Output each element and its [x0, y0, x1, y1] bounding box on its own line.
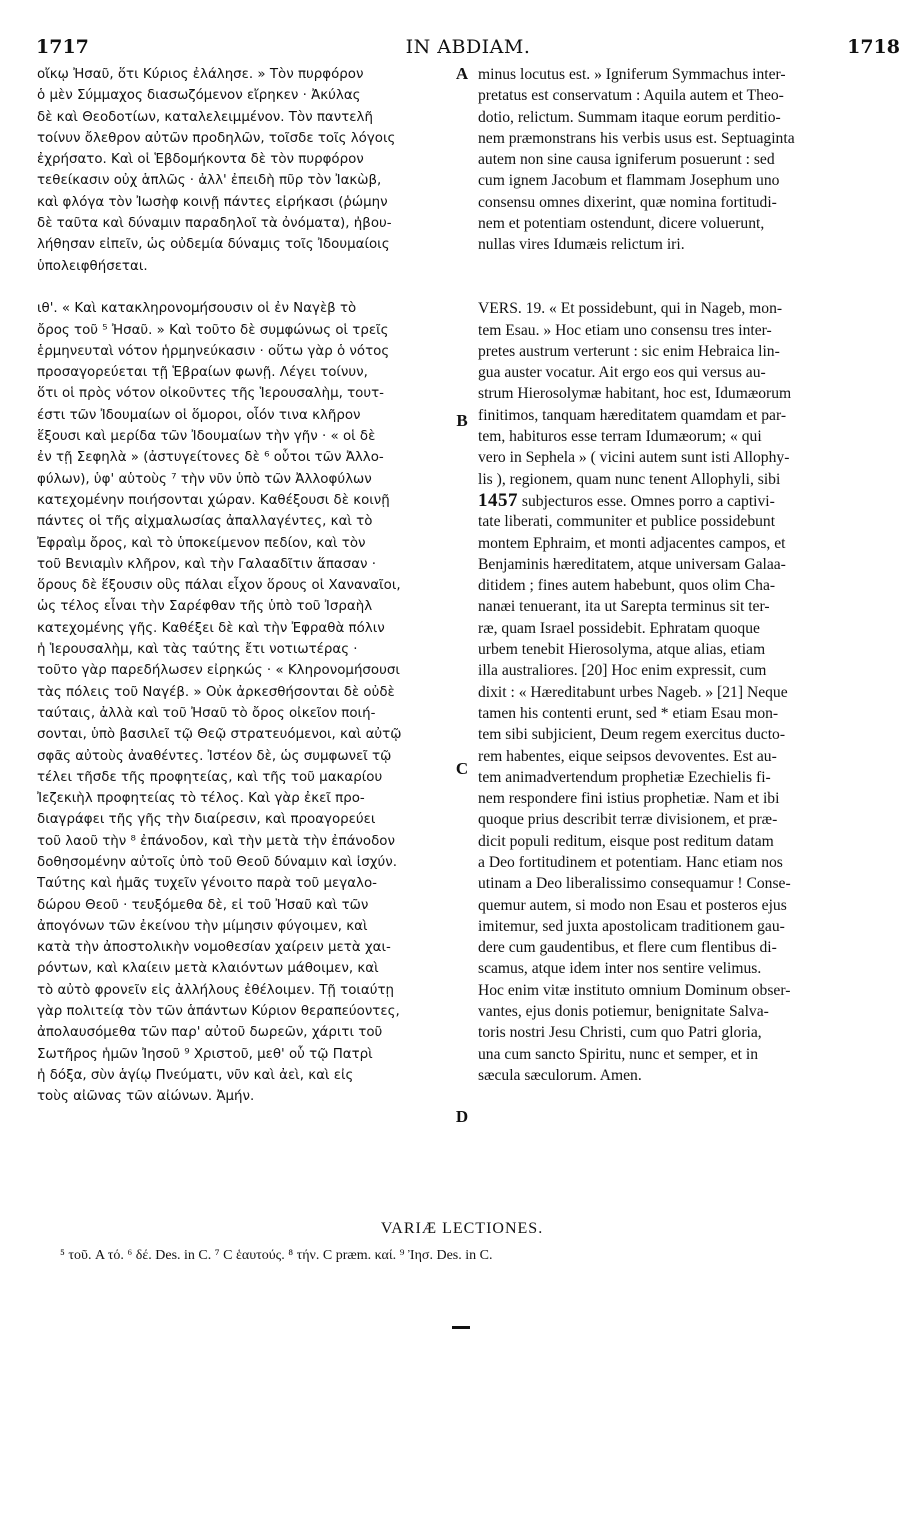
text-line: strum Hierosolymæ habitant, hoc est, Idumæorum	[478, 385, 792, 403]
text-line: σφᾶς αὐτοὺς ἀναθέντες. Ἰστέον δὲ, ὡς συμφωνεῖ τῷ	[37, 748, 392, 764]
text-line: montem Ephraim, et monti adjacentes campos, et	[478, 534, 786, 552]
text-line: τὸ αὐτὸ φρονεῖν εἰς ἀλλήλους ἐθέλοιμεν. Τῇ τοιαύτῃ	[37, 982, 395, 998]
text-line: autem non sine causa igniferum posuerunt : sed	[478, 151, 775, 169]
text-line: ὑπολειφθήσεται.	[37, 258, 148, 274]
text-line: Hoc enim vitæ instituto omnium Dominum obser-	[478, 981, 791, 999]
variae-lectiones-title: VARIÆ LECTIONES.	[380, 1220, 544, 1237]
text-line: ἕξουσι καὶ μερίδα τῶν Ἰδουμαίων τὴν γῆν · « οἱ δὲ	[37, 429, 376, 445]
column-marker-b: B	[456, 411, 468, 430]
text-line: δὲ ταῦτα καὶ δύναμιν παραδηλοῖ τὰ ὀνόματα), ἠβου-	[37, 216, 392, 232]
page-number-right: 1718	[847, 36, 900, 58]
text-line: δώρου Θεοῦ · τευξόμεθα δὲ, εἰ τοῦ Ἠσαῦ καὶ τῶν	[37, 897, 369, 913]
text-line: λήθησαν εἰπεῖν, ὡς οὐδεμία δύναμις τοῖς Ἰδουμαίοις	[37, 237, 390, 253]
text-line: ἀπολαυσόμεθα τῶν παρ' αὐτοῦ δωρεῶν, χάριτι τοῦ	[37, 1025, 383, 1041]
text-line: φύλων), ὑφ' αὑτοὺς ⁷ τὴν νῦν ὑπὸ τῶν Ἀλλοφύλων	[37, 471, 372, 487]
text-line: a Deo fortitudinem et potentiam. Hanc etiam nos	[478, 853, 783, 871]
text-line: vantes, ejus donis potiemur, benignitate Salva-	[478, 1003, 769, 1021]
text-line: ἀπογόνων τῶν ἐκείνου τὴν μίμησιν φύγοιμεν, καὶ	[37, 918, 368, 934]
end-rule	[452, 1326, 470, 1329]
text-line: gua auster vocatur. Ait ergo eos qui versus au-	[478, 364, 766, 382]
text-line: τοίνυν ὄλεθρον αὐτῶν προδηλῶν, τοῖσδε τοῖς λόγοις	[37, 130, 396, 146]
column-marker-d: D	[455, 1107, 469, 1126]
text-line: VERS. 19. « Et possidebunt, qui in Nageb, mon-	[478, 300, 783, 318]
text-line: γὰρ πολιτείᾳ τὸν τῶν ἁπάντων Κύριον θεραπεύοντες,	[37, 1004, 400, 1020]
text-line: τοῦ Βενιαμὶν κλῆρον, καὶ τὴν Γαλααδῖτιν ἅπασαν ·	[37, 556, 377, 572]
text-line: scamus, atque idem inter nos sentire velimus.	[478, 960, 762, 978]
greek-column	[37, 64, 463, 1108]
text-line: ταύταις, ἀλλὰ καὶ τοῦ Ἠσαῦ τὸ ὄρος οἰκεῖον ποιή-	[37, 705, 376, 721]
column-marker-a: A	[455, 64, 469, 83]
latin-column	[478, 64, 898, 1086]
text-line: ditidem ; fines autem habebunt, quos olim Cha-	[478, 577, 776, 595]
text-line: δοθησομένην αὐτοῖς ὑπὸ τοῦ Θεοῦ δύναμιν καὶ ἰσχύν.	[37, 854, 397, 870]
text-line: illa australiores. [20] Hoc enim expressit, cum	[478, 662, 767, 680]
text-line: finitimos, tanquam hæreditatem quamdam et par-	[478, 406, 787, 424]
text-line: dicit populi reditum, eisque post reditum datam	[478, 832, 774, 850]
text-line: tamen his contenti erunt, sed * etiam Esau mon-	[478, 704, 779, 722]
text-line: κατὰ τὴν ἀποστολικὴν νομοθεσίαν χαίρειν μετὰ χαι-	[37, 940, 391, 956]
text-line	[478, 490, 898, 511]
column-marker-c: C	[455, 759, 469, 778]
column-number: 1457	[478, 489, 518, 511]
text-line: Ἐφραὶμ ὄρος, καὶ τὸ ὑποκείμενον πεδίον, καὶ τὸν	[37, 535, 366, 551]
text-line: sæcula sæculorum. Amen.	[478, 1066, 642, 1084]
text-line: πάντες οἱ τῆς αἰχμαλωσίας ἀπαλλαγέντες, καὶ τὸ	[37, 514, 373, 530]
text-line: quemur autem, si modo non Esau et posteros ejus	[478, 896, 787, 914]
text-line: σονται, ὑπὸ βασιλεῖ τῷ Θεῷ στρατευόμενοι, καὶ αὐτῷ	[37, 727, 402, 743]
text-line: καὶ φλόγα τὸν Ἰωσὴφ κοινῇ πάντες εἰρήκασι (ῥώμην	[37, 194, 388, 210]
text-line: nanæi tenuerant, ita ut Sarepta terminus sit ter-	[478, 598, 770, 616]
text-line: τοῦτο γὰρ παρεδήλωσεν εἰρηκώς · « Κληρονομήσουσι	[37, 663, 400, 679]
text-line: κατεχομένην ποιήσονται χώραν. Καθέξουσι δὲ κοινῇ	[37, 492, 390, 508]
text-line: tem sibi subjicient, Deum regem exercitus ducto-	[478, 726, 786, 744]
text-line: cum ignem Jacobum et flammam Josephum uno	[478, 172, 780, 190]
text-line: ἡ Ἱερουσαλὴμ, καὶ τὰς ταύτης ἔτι νοτιωτέρας ·	[37, 642, 358, 658]
text-line: pretes austrum verterunt : sic enim Hebraica lin-	[478, 342, 780, 360]
text-line: pretatus est conservatum : Aquila autem et Theo-	[478, 87, 784, 105]
text-line: ὁ μὲν Σύμμαχος διασωζόμενον εἴρηκεν · Ἀκύλας	[37, 88, 361, 104]
text-line: Ταύτης καὶ ἡμᾶς τυχεῖν γένοιτο παρὰ τοῦ μεγαλο-	[37, 876, 377, 892]
text-line: consensu omnes dixerint, quæ nomina fortitudi-	[478, 193, 777, 211]
text-line: nem et potentiam ostendunt, dicere voluerunt,	[478, 215, 765, 233]
text-line: dere cum gaudentibus, et flere cum flentibus di-	[478, 939, 777, 957]
text-line: προσαγορεύεται τῇ Ἑβραίων φωνῇ. Λέγει τοίνυν,	[37, 365, 368, 381]
text-line: una cum sancto Spiritu, nunc et semper, et in	[478, 1045, 758, 1063]
text-line: τοὺς αἰῶνας τῶν αἰώνων. Ἀμήν.	[37, 1089, 255, 1105]
text-line: tem Esau. » Hoc etiam uno consensu tres inter-	[478, 321, 772, 339]
running-header	[36, 36, 900, 60]
text-line: nullas vires Idumæis relictum iri.	[478, 236, 685, 254]
text-line: ἡ δόξα, σὺν ἁγίῳ Πνεύματι, νῦν καὶ ἀεὶ, καὶ εἰς	[37, 1067, 354, 1083]
text-line: urbem tenebit Hierosolyma, atque alias, etiam	[478, 641, 766, 659]
text-line: ὡς τέλος εἶναι τὴν Σαρέφθαν τῆς ὑπὸ τοῦ Ἰσραὴλ	[37, 599, 373, 615]
text-line: τοῦ λαοῦ τὴν ⁸ ἐπάνοδον, καὶ τὴν μετὰ τὴν ἐπάνοδον	[37, 833, 395, 849]
text-line-rest: subjecturos esse. Omnes porro a captivi-	[521, 492, 775, 510]
text-line: quoque prius describit terræ divisionem, et præ-	[478, 811, 778, 829]
text-line: tem animadvertendum prophetiæ Ezechielis fi-	[478, 768, 771, 786]
text-line: tate liberati, communiter et publice possidebunt	[478, 513, 776, 531]
text-line: ἑρμηνευταὶ νότον ἡρμηνεύκασιν · οὕτω γὰρ ὁ νότος	[37, 343, 390, 359]
text-line: κατεχομένης γῆς. Καθέξει δὲ καὶ τὴν Ἐφραθὰ πόλιν	[37, 620, 385, 636]
text-line: tem, habituros esse terram Idumæorum; « qui	[478, 428, 762, 446]
text-line: Benjaminis hæreditatem, atque universam Galaa-	[478, 555, 786, 573]
text-line: ἐχρήσατο. Καὶ οἱ Ἑβδομήκοντα δὲ τὸν πυρφόρον	[37, 152, 364, 168]
text-line: ὄρος τοῦ ⁵ Ἠσαῦ. » Καὶ τοῦτο δὲ συμφώνως οἱ τρεῖς	[37, 322, 389, 338]
page-number-left: 1717	[36, 36, 89, 58]
text-line: minus locutus est. » Igniferum Symmachus inter-	[478, 66, 786, 83]
running-title: IN ABDIAM.	[405, 36, 531, 58]
text-line: τέλει τῆσδε τῆς προφητείας, καὶ τῆς τοῦ μακαρίου	[37, 769, 383, 785]
text-line: ræ, quam Israel possidebit. Ephratam quoque	[478, 619, 760, 637]
text-line: οἴκῳ Ἠσαῦ, ὅτι Κύριος ἐλάλησε. » Τὸν πυρφόρον	[37, 67, 364, 82]
text-line: τεθείκασιν οὐχ ἁπλῶς · ἀλλ' ἐπειδὴ πῦρ τὸν Ἰακὼβ,	[37, 173, 382, 189]
text-line: nem respondere fini istius prophetiæ. Nam et ibi	[478, 790, 780, 808]
text-line: lis ), regionem, quam nunc tenent Allophyli, sibi	[478, 470, 781, 488]
variae-lectiones-notes: ⁵ τοῦ. A τό. ⁶ δέ. Des. in C. ⁷ C ἑαυτούς. ⁸ τήν. C præm. καί. ⁹ Ἰησ. Des. in C.	[60, 1248, 493, 1263]
text-line: dixit : « Hæreditabunt urbes Nageb. » [21] Neque	[478, 683, 788, 701]
text-line: ὅρους δὲ ἕξουσιν οὓς πάλαι εἶχον ὅρους οἱ Χαναναῖοι,	[37, 578, 401, 594]
paragraph-gap	[37, 277, 463, 298]
text-line: rem habentes, eique seipsos devoventes. Est au-	[478, 747, 777, 765]
text-line: imitemur, sed juxta apostolicam traditionem gau-	[478, 917, 785, 935]
text-line: dotio, relictum. Summam itaque eorum perditio-	[478, 108, 781, 126]
text-line: Ἰεζεκιὴλ προφητείας τὸ τέλος. Καὶ γὰρ ἐκεῖ προ-	[37, 791, 365, 807]
text-line: utinam a Deo liberalissimo consequamur ! Conse-	[478, 875, 791, 893]
text-line: toris nostri Jesu Christi, cum quo Patri gloria,	[478, 1024, 762, 1042]
text-line: διαγράφει τῆς γῆς τὴν διαίρεσιν, καὶ προαγορεύει	[37, 812, 376, 828]
text-line: ὅτι οἱ πρὸς νότον οἰκοῦντες τῆς Ἱερουσαλὴμ, τουτ-	[37, 386, 385, 402]
text-line: έστι τῶν Ἰδουμαίων οἱ ὅμοροι, οἷόν τινα κλῆρον	[37, 407, 361, 423]
text-line: nem præmonstrans his verbis usus est. Septuaginta	[478, 129, 795, 147]
text-line: τὰς πόλεις τοῦ Ναγέβ. » Οὐκ ἀρκεσθήσονται δὲ οὐδὲ	[37, 684, 395, 700]
text-line: ρόντων, καὶ κλαίειν μετὰ κλαιόντων μάθοιμεν, καὶ	[37, 961, 379, 977]
text-line: ἐν τῇ Σεφηλὰ » (ἀστυγείτονες δὲ ⁶ οὗτοι τῶν Ἀλλο-	[37, 450, 384, 466]
text-line: vero in Sephela » ( vicini autem sunt isti Allophy-	[478, 449, 790, 467]
paragraph-gap	[478, 256, 898, 277]
paragraph-gap	[478, 277, 898, 298]
text-line: δὲ καὶ Θεοδοτίων, καταλελειμμένον. Τὸν παντελῆ	[37, 109, 373, 125]
text-line: ιθ'. « Καὶ κατακληρονομήσουσιν οἱ ἐν Ναγὲβ τὸ	[37, 301, 357, 317]
text-line: Σωτῆρος ἡμῶν Ἰησοῦ ⁹ Χριστοῦ, μεθ' οὗ τῷ Πατρὶ	[37, 1046, 373, 1062]
